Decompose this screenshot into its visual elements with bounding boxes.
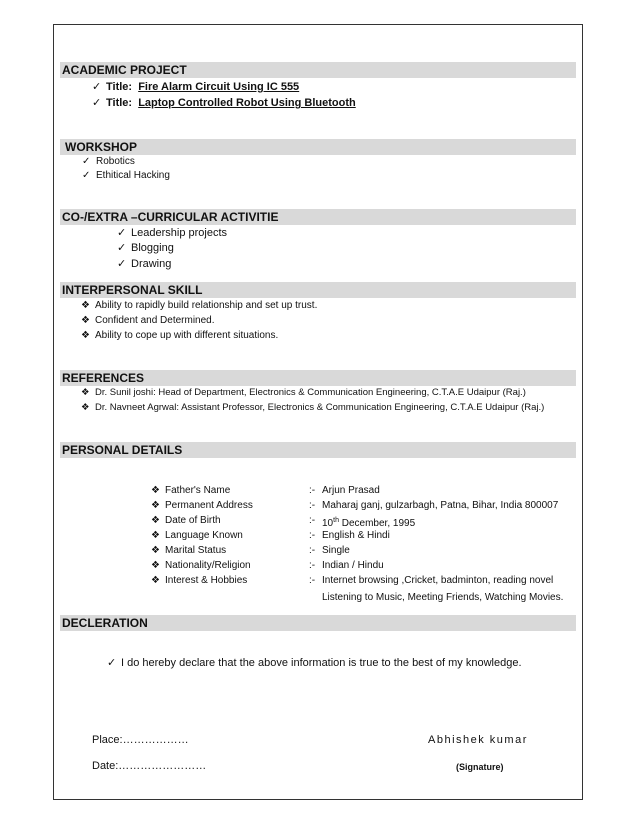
date-of-birth-label: Date of Birth [165,515,221,526]
interpersonal-item-text: Ability to rapidly build relationship and set up trust. [95,300,318,311]
workshop-header: WORKSHOP [60,139,576,155]
check-icon: ✓ [82,170,91,181]
check-icon: ✓ [117,242,127,254]
diamond-bullet-icon: ❖ [151,575,160,586]
language-known-label: Language Known [165,530,243,541]
diamond-bullet-icon: ❖ [81,387,90,398]
diamond-bullet-icon: ❖ [151,560,160,571]
personal-row-label [151,485,230,497]
personal-row-label [151,560,251,572]
permanent-address-label: Permanent Address [165,500,253,511]
personal-row-label [151,500,253,512]
co-extra-item-text: Blogging [131,242,174,254]
interest-hobbies-label: Interest & Hobbies [165,575,248,586]
workshop-item-text: Ethitical Hacking [96,170,170,181]
co-extra-item-text: Leadership projects [131,227,228,239]
check-icon: ✓ [92,97,102,109]
check-icon: ✓ [107,657,117,669]
diamond-bullet-icon: ❖ [151,500,160,511]
separator: :- [309,575,316,586]
diamond-bullet-icon: ❖ [151,485,160,496]
personal-details-header: PERSONAL DETAILS [60,442,576,458]
personal-row-label [151,545,226,557]
workshop-item [82,170,170,182]
reference-item-text: Dr. Sunil joshi: Head of Department, Electronics & Communication Engineering, C.T.A.E Udaipur (Raj.) [95,387,526,398]
reference-item-text: Dr. Navneet Agrwal: Assistant Professor, Electronics & Communication Engineering, C.T.A.E Udaipur (Raj.) [95,402,545,413]
co-extra-item [117,226,227,240]
academic-project-header: ACADEMIC PROJECT [60,62,576,78]
diamond-bullet-icon: ❖ [81,402,90,413]
marital-status-value: Single [322,545,350,556]
interest-hobbies-value: Internet browsing ,Cricket, badminton, reading novel [322,575,554,586]
diamond-bullet-icon: ❖ [151,545,160,556]
interest-hobbies-continuation: Listening to Music, Meeting Friends, Watching Movies. [322,592,564,603]
decleration-text: I do hereby declare that the above information is true to the best of my knowledge. [121,657,522,669]
interpersonal-item [81,300,317,312]
separator: :- [309,515,316,526]
personal-row-label [151,575,247,587]
date-field: Date:…………………… [92,760,207,772]
check-icon: ✓ [117,258,127,270]
interpersonal-item [81,315,215,327]
interpersonal-item-text: Confident and Determined. [95,315,215,326]
academic-project-item [92,80,299,94]
diamond-bullet-icon: ❖ [81,300,90,311]
diamond-bullet-icon: ❖ [81,315,90,326]
academic-project-label: Title: [106,81,133,93]
interpersonal-item [81,330,278,342]
interpersonal-header: INTERPERSONAL SKILL [60,282,576,298]
workshop-item-text: Robotics [96,156,135,167]
reference-item [81,402,544,414]
separator: :- [309,485,316,496]
place-field: Place:……………… [92,734,189,746]
check-icon: ✓ [117,227,127,239]
separator: :- [309,530,316,541]
co-extra-item-text: Drawing [131,258,172,270]
academic-project-item [92,96,356,110]
check-icon: ✓ [92,81,102,93]
dob-rest: December, 1995 [338,518,416,529]
diamond-bullet-icon: ❖ [151,515,160,526]
academic-project-label: Title: [106,97,133,109]
co-extra-item [117,241,174,255]
references-header: REFERENCES [60,370,576,386]
decleration-statement [107,656,522,670]
diamond-bullet-icon: ❖ [151,530,160,541]
co-extra-item [117,257,171,271]
dob-suffix: th [333,517,339,524]
diamond-bullet-icon: ❖ [81,330,90,341]
language-known-value: English & Hindi [322,530,390,541]
date-of-birth-value [322,515,415,530]
signature-label: (Signature) [456,762,504,772]
marital-status-label: Marital Status [165,545,227,556]
dob-day: 10 [322,518,334,529]
academic-project-title: Fire Alarm Circuit Using IC 555 [138,81,300,93]
fathers-name-value: Arjun Prasad [322,485,380,496]
personal-row-label [151,515,221,527]
personal-row-label [151,530,243,542]
academic-project-title: Laptop Controlled Robot Using Bluetooth [138,97,356,109]
separator: :- [309,500,316,511]
interpersonal-item-text: Ability to cope up with different situations. [95,330,279,341]
separator: :- [309,545,316,556]
decleration-header: DECLERATION [60,615,576,631]
permanent-address-value: Maharaj ganj, gulzarbagh, Patna, Bihar, India 800007 [322,500,559,511]
co-extra-header: CO-/EXTRA –CURRICULAR ACTIVITIE [60,209,576,225]
workshop-item [82,156,135,168]
signatory-name: Abhishek kumar [428,734,528,746]
fathers-name-label: Father's Name [165,485,231,496]
separator: :- [309,560,316,571]
nationality-religion-label: Nationality/Religion [165,560,251,571]
reference-item [81,387,526,399]
nationality-religion-value: Indian / Hindu [322,560,384,571]
check-icon: ✓ [82,156,91,167]
